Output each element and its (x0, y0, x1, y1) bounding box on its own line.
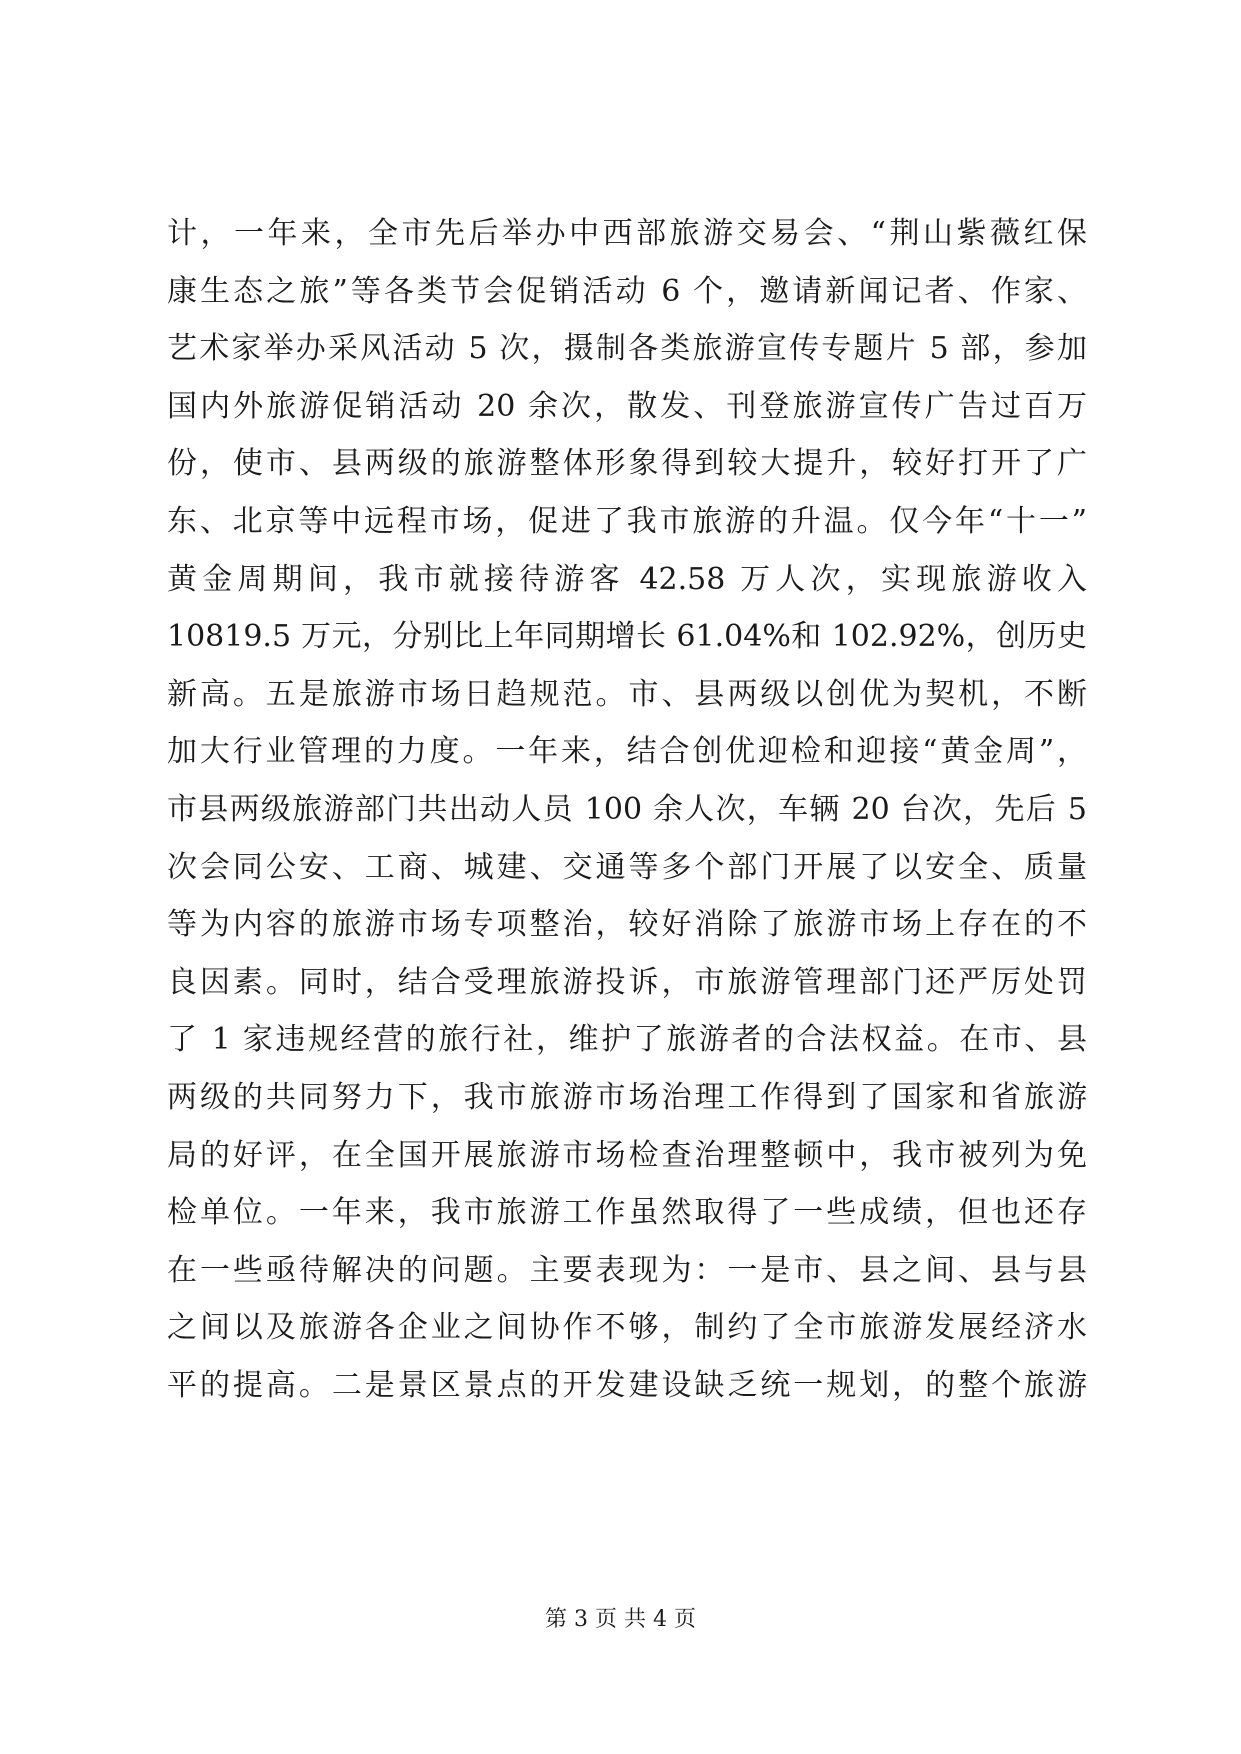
text-line: 在一些亟待解决的问题。主要表现为：一是市、县之间、县与县 (167, 1252, 1087, 1288)
text-line: 局的好评，在全国开展旅游市场检查治理整顿中，我市被列为免 (167, 1137, 1087, 1173)
text-line: 10819.5 万元，分别比上年同期增长 61.04%和 102.92%，创历史 (167, 619, 1087, 655)
text-line: 新高。五是旅游市场日趋规范。市、县两级以创优为契机，不断 (167, 676, 1087, 712)
text-line: 东、北京等中远程市场，促进了我市旅游的升温。仅今年“十一” (167, 503, 1087, 539)
text-line: 加大行业管理的力度。一年来，结合创优迎检和迎接“黄金周”， (167, 734, 1087, 770)
body-text (167, 205, 1087, 1414)
text-line: 黄金周期间，我市就接待游客 42.58 万人次，实现旅游收入 (167, 561, 1087, 597)
text-line: 了 1 家违规经营的旅行社，维护了旅游者的合法权益。在市、县 (167, 1022, 1087, 1058)
text-line: 康生态之旅”等各类节会促销活动 6 个，邀请新闻记者、作家、 (167, 273, 1087, 309)
text-line: 两级的共同努力下，我市旅游市场治理工作得到了国家和省旅游 (167, 1079, 1087, 1115)
text-line: 国内外旅游促销活动 20 余次，散发、刊登旅游宣传广告过百万 (167, 388, 1087, 424)
text-line: 次会同公安、工商、城建、交通等多个部门开展了以安全、质量 (167, 849, 1087, 885)
text-line: 平的提高。二是景区景点的开发建设缺乏统一规划，的整个旅游 (167, 1367, 1087, 1403)
text-line: 良因素。同时，结合受理旅游投诉，市旅游管理部门还严厉处罚 (167, 964, 1087, 1000)
text-line: 市县两级旅游部门共出动人员 100 余人次，车辆 20 台次，先后 5 (167, 791, 1087, 827)
text-line: 等为内容的旅游市场专项整治，较好消除了旅游市场上存在的不 (167, 907, 1087, 943)
page-footer: 第 3 页 共 4 页 (545, 1607, 696, 1632)
text-line: 之间以及旅游各企业之间协作不够，制约了全市旅游发展经济水 (167, 1310, 1087, 1346)
text-line: 份，使市、县两级的旅游整体形象得到较大提升，较好打开了广 (167, 446, 1087, 482)
text-line: 艺术家举办采风活动 5 次，摄制各类旅游宣传专题片 5 部，参加 (167, 331, 1087, 367)
text-line: 检单位。一年来，我市旅游工作虽然取得了一些成绩，但也还存 (167, 1195, 1087, 1231)
text-line: 计，一年来，全市先后举办中西部旅游交易会、“荆山紫薇红保 (167, 216, 1087, 251)
